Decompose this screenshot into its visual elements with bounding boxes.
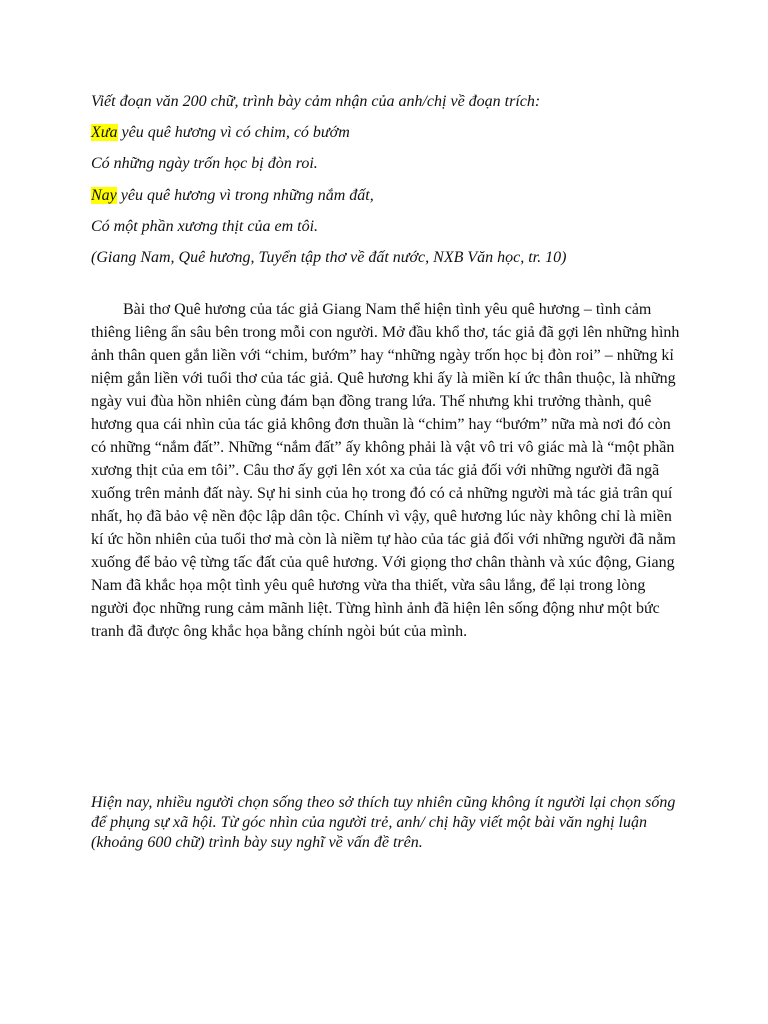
poem-line-3-text: yêu quê hương vì trong những nắm đất, [116,186,374,204]
poem-line-2: Có những ngày trốn học bị đòn roi. [91,155,318,173]
poem-line-1 [91,124,711,142]
poem-line-3 [91,187,711,205]
essay-question: Hiện nay, nhiều người chọn sống theo sở thích tuy nhiên cũng không ít người lại chọn sống để phụng sự xã hội. Từ góc nhìn của người trẻ, anh/ chị hãy viết một bài văn nghị luận (khoảng 600 chữ) trình bày suy nghĩ về vấn đề trên. [91,794,676,851]
prompt-instruction: Viết đoạn văn 200 chữ, trình bày cảm nhận của anh/chị về đoạn trích: [91,93,541,110]
essay-paragraph: Bài thơ Quê hương của tác giả Giang Nam thể hiện tình yêu quê hương – tình cảm thiêng liêng ẩn sâu bên trong mỗi con người. Mở đầu khổ thơ, tác giả đã gợi lên những hình ảnh thân quen gắn liền với “chim, bướm” hay “những ngày trốn học bị đòn roi” – những kỉ niệm gắn liền với tuổi thơ của tác giả. Quê hương khi ấy là miền kí ức thân thuộc, là những ngày vui đùa hồn nhiên cùng đám bạn đồng trang lứa. Thế nhưng khi trưởng thành, quê hương qua cái nhìn của tác giả không đơn thuần là “chim” hay “bướm” nữa mà nơi đó còn có những “nắm đất”. Những “nắm đất” ấy không phải là vật vô tri vô giác mà là “một phần xương thịt của em tôi”. Câu thơ ấy gợi lên xót xa của tác giả đối với những người đã ngã xuống trên mảnh đất này. Sự hi sinh của họ trong đó có cả những người mà tác giả trân quí nhất, họ đã bảo vệ nền độc lập dân tộc. Chính vì vậy, quê hương lúc này không chỉ là miền kí ức hồn nhiên của tuổi thơ mà còn là niềm tự hào của tác giả đối với những người đã nằm xuống để bảo vệ từng tấc đất của quê hương. Với giọng thơ chân thành và xúc động, Giang Nam đã khắc họa một tình yêu quê hương vừa tha thiết, vừa sâu lắng, để lại trong lòng người đọc những rung cảm mãnh liệt. Từng hình ảnh đã hiện lên sống động như một bức tranh đã được ông khắc họa bằng chính ngòi bút của mình. [91,301,680,640]
poem-citation: (Giang Nam, Quê hương, Tuyển tập thơ về đất nước, NXB Văn học, tr. 10) [91,248,567,266]
prompt-block [91,93,711,280]
poem-line-1-text: yêu quê hương vì có chim, có bướm [117,124,350,142]
highlighted-word: Xưa [91,124,118,142]
highlighted-word: Nay [91,186,117,204]
poem-line-4: Có một phần xương thịt của em tôi. [91,217,319,235]
